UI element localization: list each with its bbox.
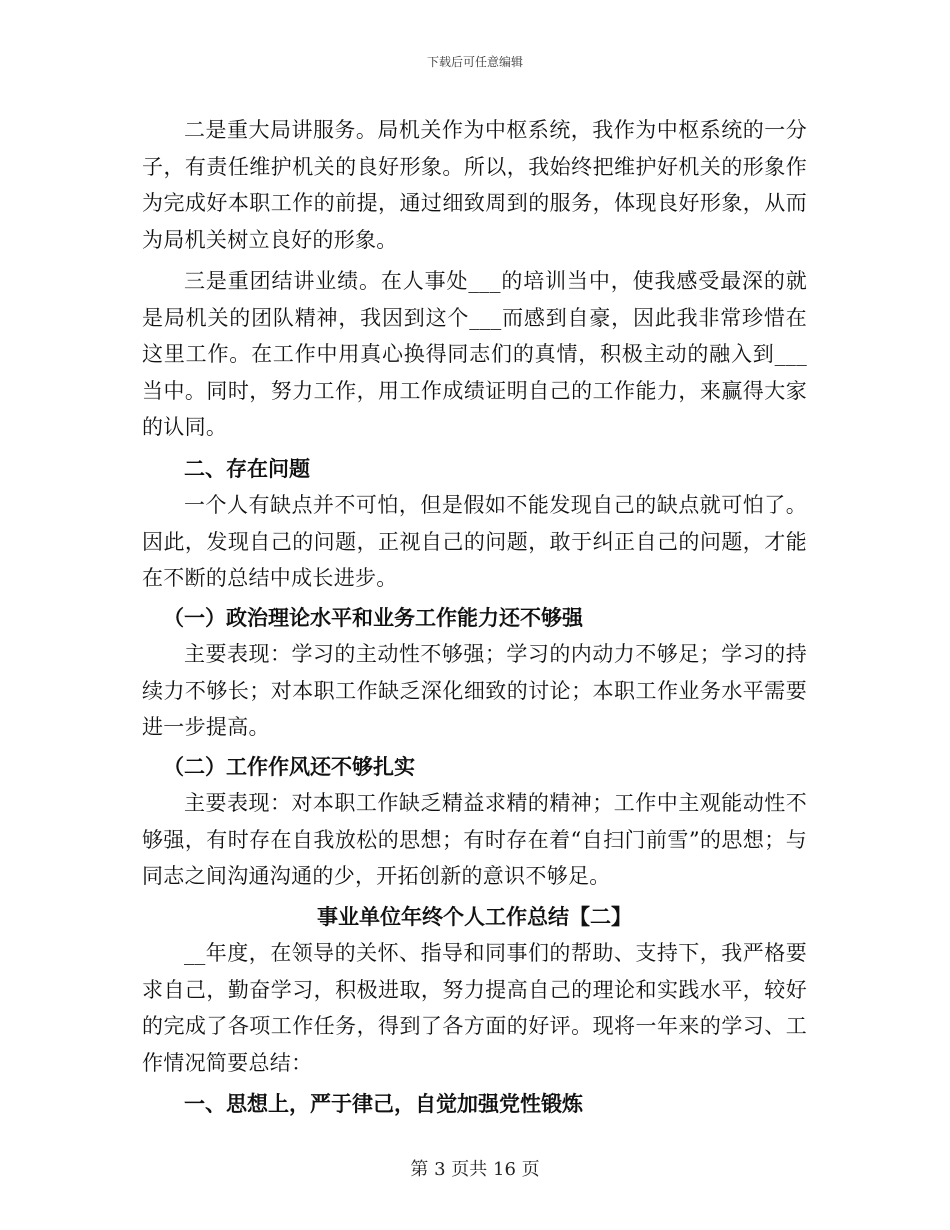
paragraph-theory: 主要表现：学习的主动性不够强；学习的内动力不够足；学习的持续力不够长；对本职工作缺乏深化细致的讨论；本职工作业务水平需要进一步提高。: [142, 642, 807, 739]
heading-problems: 二、存在问题: [184, 456, 310, 481]
section-title-two: 事业单位年终个人工作总结【二】: [317, 904, 632, 929]
heading-sub-theory: （一）政治理论水平和业务工作能力还不够强: [163, 605, 583, 630]
heading-ideology: 一、思想上，严于律己，自觉加强党性锻炼: [184, 1092, 583, 1116]
heading-sub-style: （二）工作作风还不够扎实: [163, 754, 415, 779]
document-body: [142, 112, 807, 1123]
paragraph-unity: 三是重团结讲业绩。在人事处___的培训当中，使我感受最深的就是局机关的团队精神，我因到这个___而感到自豪，因此我非常珍惜在这里工作。在工作中用真心换得同志们的真情，积极主动的融入到___当中。同时，努力工作，用工作成绩证明自己的工作能力，来赢得大家的认同。: [142, 269, 807, 439]
paragraph-service: 二是重大局讲服务。局机关作为中枢系统，我作为中枢系统的一分子，有责任维护机关的良好形象。所以，我始终把维护好机关的形象作为完成好本职工作的前提，通过细致周到的服务，体现良好形象，从而为局机关树立良好的形象。: [142, 118, 807, 252]
paragraph-year-intro: __年度，在领导的关怀、指导和同事们的帮助、支持下，我严格要求自己，勤奋学习，积极进取，努力提高自己的理论和实践水平，较好的完成了各项工作任务，得到了各方面的好评。现将一年来的学习、工作情况简要总结：: [142, 941, 807, 1075]
page-footer: 第 3 页共 16 页: [410, 1159, 540, 1180]
paragraph-problems-intro: 一个人有缺点并不可怕，但是假如不能发现自己的缺点就可怕了。因此，发现自己的问题，正视自己的问题，敢于纠正自己的问题，才能在不断的总结中成长进步。: [142, 493, 807, 590]
page-header: 下载后可任意编辑: [426, 55, 523, 69]
paragraph-style: 主要表现：对本职工作缺乏精益求精的精神；工作中主观能动性不够强，有时存在自我放松的思想；有时存在着“自扫门前雪”的思想；与同志之间沟通沟通的少，开拓创新的意识不够足。: [142, 791, 807, 888]
